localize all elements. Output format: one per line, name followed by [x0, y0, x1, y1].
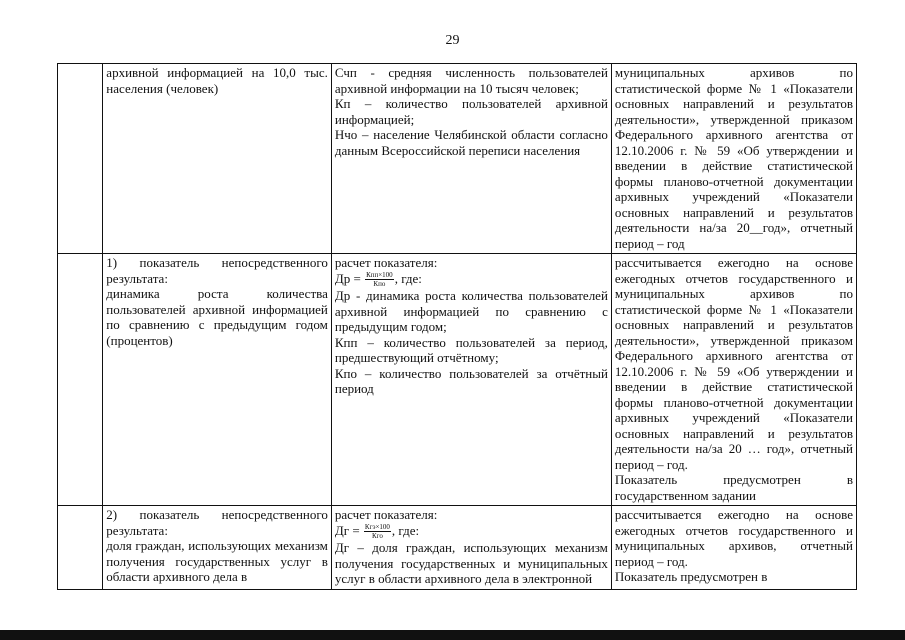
indicator-name-text: динамика роста количества пользователей архивной информацией по сравнению с предыдущим годом (процентов)	[106, 286, 328, 348]
formula-denominator: Кпо	[373, 280, 386, 289]
calculation-text: Счп - средняя численность пользователей архивной информации на 10 тысяч человек;	[334, 65, 608, 96]
formula-lhs: Др =	[334, 270, 361, 286]
calculation-intro: расчет показателя:	[334, 255, 438, 270]
calculation-text: Кп – количество пользователей архивной информацией;	[334, 96, 608, 127]
formula	[335, 271, 608, 289]
indicator-name-text: 2) показатель непосредственного результата:	[106, 507, 328, 538]
table-row	[58, 254, 857, 506]
indicator-name-cell	[103, 64, 332, 254]
indicator-name-cell	[103, 254, 332, 506]
formula-numerator: Кпп×100	[366, 271, 393, 280]
formula-suffix: , где:	[394, 270, 422, 286]
source-text: рассчитывается ежегодно на основе ежегодных отчетов государственного и муниципальных архивов, отчетный период – год.	[614, 507, 853, 569]
indicators-table	[57, 63, 857, 590]
scan-bottom-edge	[0, 630, 905, 640]
calculation-cell	[331, 254, 611, 506]
row-number-cell	[58, 254, 103, 506]
indicator-name-text: архивной информацией на 10,0 тыс. населения (человек)	[106, 65, 328, 96]
source-cell	[611, 506, 856, 590]
formula	[335, 523, 608, 541]
formula-denominator: Кго	[371, 532, 383, 541]
calculation-text: Кпп – количество пользователей за период, предшествующий отчётному;	[334, 334, 608, 366]
indicator-name-text: доля граждан, использующих механизм получения государственных услуг в области архивного дела в	[106, 538, 328, 584]
page-number: 29	[445, 33, 460, 48]
formula-numerator: Кгэ×100	[364, 523, 390, 532]
calculation-intro: расчет показателя:	[334, 507, 438, 522]
indicator-name-text: 1) показатель непосредственного результата:	[106, 255, 328, 286]
calculation-text: Дг – доля граждан, использующих механизм получения государственных и муниципальных услуг в области архивного дела в электронной	[334, 540, 608, 587]
formula-fraction	[365, 271, 394, 288]
calculation-text: Нчо – население Челябинской области согласно данным Всероссийской переписи населения	[334, 127, 608, 158]
source-cell	[611, 254, 856, 506]
table-row	[58, 64, 857, 254]
calculation-text: Кпо – количество пользователей за отчётный период	[334, 365, 608, 397]
source-cell	[611, 64, 856, 254]
formula-fraction	[364, 523, 391, 540]
formula-lhs: Дг =	[334, 522, 360, 538]
formula-suffix: , где:	[391, 522, 420, 538]
calculation-cell	[331, 506, 611, 590]
source-text: Показатель предусмотрен в	[614, 569, 768, 584]
source-text: Показатель предусмотрен в государственном задании	[614, 472, 853, 503]
source-text: рассчитывается ежегодно на основе ежегодных отчетов государственного и муниципальных архивов по статистической форме № 1 «Показатели основных направлений и результатов деятельности», утвержденной приказом Федерального архивного агентства от 12.10.2006 г. № 59 «Об утверждении и введении в действие статистической формы планово-отчетной документации архивных учреждений «Показатели основных направлений и результатов деятельности на/за 20 … год», отчетный период – год.	[614, 255, 853, 472]
indicator-name-cell	[103, 506, 332, 590]
source-text: муниципальных архивов по статистической форме № 1 «Показатели основных направлений и результатов деятельности», утвержденной приказом Федерального архивного агентства от 12.10.2006 г. № 59 «Об утверждении и введении в действие статистической формы планово-отчетной документации архивных учреждений «Показатели основных направлений и результатов деятельности на/за 20__год», отчетный период – год	[614, 65, 853, 251]
calculation-cell	[331, 64, 611, 254]
row-number-cell	[58, 506, 103, 590]
row-number-cell	[58, 64, 103, 254]
table-row	[58, 506, 857, 590]
calculation-text: Др - динамика роста количества пользователей архивной информацией по сравнению с предыдущим годом;	[334, 288, 608, 335]
